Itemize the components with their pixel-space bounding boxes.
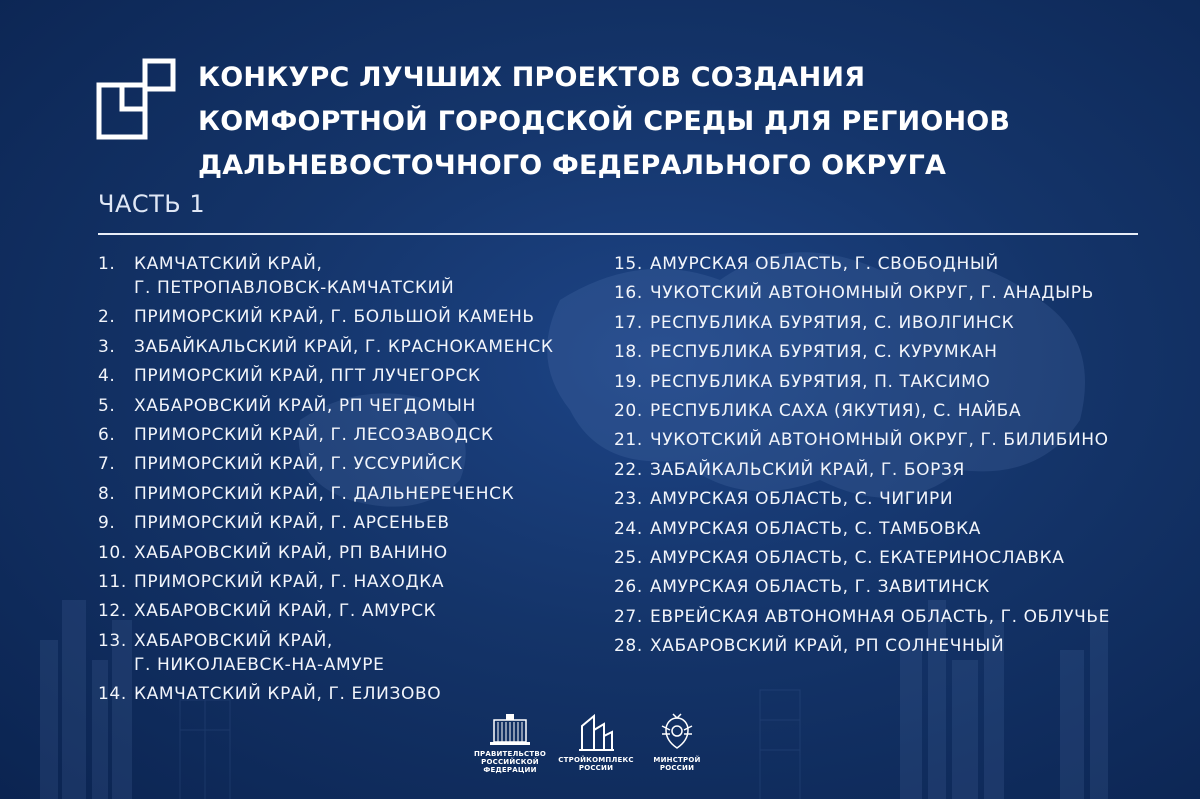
list-item <box>98 252 598 300</box>
list-item-line: ПРИМОРСКИЙ КРАЙ, ПГТ ЛУЧЕГОРСК <box>134 366 481 387</box>
caption-line: РОССИИ <box>578 764 614 772</box>
list-item-line: ПРИМОРСКИЙ КРАЙ, Г. ЛЕСОЗАВОДСК <box>134 424 494 445</box>
caption-line: СТРОЙКОМПЛЕКС <box>558 756 634 764</box>
list-item-text <box>650 546 1065 570</box>
list-item <box>614 517 1174 541</box>
list-item-line: АМУРСКАЯ ОБЛАСТЬ, Г. СВОБОДНЫЙ <box>650 254 999 274</box>
list-item-number: 2. <box>98 307 116 328</box>
minstroy-logo <box>642 712 712 772</box>
list-item-number: 12. <box>98 601 127 622</box>
list-item-number: 16. <box>614 283 643 304</box>
list-item-line: ХАБАРОВСКИЙ КРАЙ, РП ЧЕГДОМЫН <box>134 395 476 416</box>
list-item-text <box>134 570 444 594</box>
list-item-text <box>134 599 436 623</box>
caption-line: ФЕДЕРАЦИИ <box>483 766 537 774</box>
list-item-text <box>650 399 1021 423</box>
list-item-text <box>650 487 953 511</box>
list-item-text <box>650 575 990 599</box>
list-item-number: 7. <box>98 454 116 475</box>
list-item <box>614 311 1174 335</box>
list-item <box>98 541 598 565</box>
list-item-line: ПРИМОРСКИЙ КРАЙ, Г. ДАЛЬНЕРЕЧЕНСК <box>134 483 515 504</box>
minstroy-caption <box>642 756 712 772</box>
minstroy-emblem-icon <box>658 712 696 752</box>
stroykompleks-logo <box>556 712 636 772</box>
list-item-text <box>134 682 441 706</box>
list-item-line: АМУРСКАЯ ОБЛАСТЬ, С. ЧИГИРИ <box>650 489 954 510</box>
title-line: КОМФОРТНОЙ ГОРОДСКОЙ СРЕДЫ ДЛЯ РЕГИОНОВ <box>198 106 1011 137</box>
part-label: ЧАСТЬ 1 <box>98 190 206 218</box>
list-item-line: Г. НИКОЛАЕВСК-НА-АМУРЕ <box>134 654 385 675</box>
list-item <box>98 570 598 594</box>
caption-line: МИНСТРОЙ <box>653 756 701 764</box>
list-item-number: 14. <box>98 684 127 705</box>
list-item-number: 23. <box>614 489 643 510</box>
list-item <box>614 605 1174 629</box>
list-item-line: ЧУКОТСКИЙ АВТОНОМНЫЙ ОКРУГ, Г. БИЛИБИНО <box>650 430 1109 451</box>
list-item-number: 1. <box>98 254 116 274</box>
list-item-line: РЕСПУБЛИКА БУРЯТИЯ, С. КУРУМКАН <box>650 342 998 363</box>
list-item-number: 27. <box>614 606 643 627</box>
list-item <box>614 428 1174 452</box>
title-line: ДАЛЬНЕВОСТОЧНОГО ФЕДЕРАЛЬНОГО ОКРУГА <box>198 150 947 181</box>
list-item-line: ПРИМОРСКИЙ КРАЙ, Г. БОЛЬШОЙ КАМЕНЬ <box>134 307 535 328</box>
winners-list-right <box>614 252 1174 663</box>
list-item-line: ПРИМОРСКИЙ КРАЙ, Г. УССУРИЙСК <box>134 454 463 475</box>
list-item-line: РЕСПУБЛИКА САХА (ЯКУТИЯ), С. НАЙБА <box>650 400 1022 421</box>
list-item-number: 5. <box>98 395 116 416</box>
list-item-number: 15. <box>614 254 643 274</box>
header-divider <box>98 233 1138 235</box>
list-item-number: 22. <box>614 459 643 480</box>
list-item <box>614 340 1174 364</box>
page-title <box>198 56 1158 188</box>
list-item-text <box>134 629 384 677</box>
list-item-number: 19. <box>614 371 643 392</box>
footer-logos <box>470 712 730 792</box>
list-item-line: КАМЧАТСКИЙ КРАЙ, <box>134 254 323 274</box>
list-item-number: 3. <box>98 336 116 357</box>
list-item <box>614 487 1174 511</box>
government-building-icon <box>488 712 532 746</box>
list-item-text <box>650 340 998 364</box>
list-item-text <box>134 423 494 447</box>
list-item-text <box>650 370 990 394</box>
list-item-text <box>650 458 965 482</box>
list-item <box>98 511 598 535</box>
winners-list-left <box>98 252 598 711</box>
list-item <box>614 458 1174 482</box>
list-item <box>98 335 598 359</box>
list-item-text <box>134 511 450 535</box>
government-logo <box>470 712 550 774</box>
caption-line: ПРАВИТЕЛЬСТВО <box>473 750 547 758</box>
list-item-line: ЗАБАЙКАЛЬСКИЙ КРАЙ, Г. КРАСНОКАМЕНСК <box>134 336 554 357</box>
list-item-line: ХАБАРОВСКИЙ КРАЙ, РП ВАНИНО <box>134 542 448 563</box>
stroykompleks-caption <box>556 756 636 772</box>
list-item-text <box>134 452 463 476</box>
list-item-number: 28. <box>614 636 643 657</box>
list-item <box>614 370 1174 394</box>
list-item <box>98 364 598 388</box>
list-item-number: 21. <box>614 430 643 451</box>
list-item-number: 20. <box>614 400 643 421</box>
list-item <box>98 599 598 623</box>
list-item-text <box>650 634 1004 658</box>
list-item-text <box>134 364 481 388</box>
list-item <box>614 575 1174 599</box>
list-item-number: 10. <box>98 542 127 563</box>
list-item-line: ХАБАРОВСКИЙ КРАЙ, <box>134 630 333 651</box>
list-item-line: АМУРСКАЯ ОБЛАСТЬ, С. ТАМБОВКА <box>650 518 982 539</box>
list-item <box>98 452 598 476</box>
list-item-line: Г. ПЕТРОПАВЛОВСК-КАМЧАТСКИЙ <box>134 278 455 298</box>
list-item-line: ЕВРЕЙСКАЯ АВТОНОМНАЯ ОБЛАСТЬ, Г. ОБЛУЧЬЕ <box>650 606 1111 627</box>
list-item-number: 24. <box>614 518 643 539</box>
list-item-text <box>134 335 554 359</box>
list-item <box>98 482 598 506</box>
list-item-text <box>134 394 476 418</box>
list-item-text <box>650 517 981 541</box>
list-item <box>614 634 1174 658</box>
government-caption <box>470 750 550 774</box>
list-item <box>614 252 1174 276</box>
list-item-line: АМУРСКАЯ ОБЛАСТЬ, Г. ЗАВИТИНСК <box>650 577 990 598</box>
list-item <box>98 682 598 706</box>
list-item <box>98 305 598 329</box>
stroykompleks-building-icon <box>576 712 616 752</box>
list-item-line: ПРИМОРСКИЙ КРАЙ, Г. АРСЕНЬЕВ <box>134 513 450 534</box>
list-item-line: КАМЧАТСКИЙ КРАЙ, Г. ЕЛИЗОВО <box>134 684 442 705</box>
list-item-number: 9. <box>98 513 116 534</box>
list-item-text <box>134 482 514 506</box>
list-item <box>98 394 598 418</box>
list-item-number: 11. <box>98 571 127 592</box>
list-item-line: ЧУКОТСКИЙ АВТОНОМНЫЙ ОКРУГ, Г. АНАДЫРЬ <box>650 283 1094 304</box>
title-line: КОНКУРС ЛУЧШИХ ПРОЕКТОВ СОЗДАНИЯ <box>198 62 866 93</box>
list-item-line: ХАБАРОВСКИЙ КРАЙ, РП СОЛНЕЧНЫЙ <box>650 636 1005 657</box>
list-item-line: РЕСПУБЛИКА БУРЯТИЯ, П. ТАКСИМО <box>650 371 991 392</box>
list-item-number: 4. <box>98 366 116 387</box>
list-item-text <box>650 252 999 276</box>
list-item-number: 6. <box>98 424 116 445</box>
caption-line: РОССИЙСКОЙ <box>481 758 539 766</box>
list-item-line: ПРИМОРСКИЙ КРАЙ, Г. НАХОДКА <box>134 571 445 592</box>
list-item-line: РЕСПУБЛИКА БУРЯТИЯ, С. ИВОЛГИНСК <box>650 312 1015 333</box>
list-item-text <box>650 605 1110 629</box>
list-item-number: 26. <box>614 577 643 598</box>
caption-line: РОССИИ <box>659 764 695 772</box>
list-item-text <box>134 252 454 300</box>
overlapping-squares-icon <box>96 58 178 140</box>
list-item <box>98 423 598 447</box>
list-item-line: ЗАБАЙКАЛЬСКИЙ КРАЙ, Г. БОРЗЯ <box>650 459 965 480</box>
list-item-line: АМУРСКАЯ ОБЛАСТЬ, С. ЕКАТЕРИНОСЛАВКА <box>650 547 1065 568</box>
list-item-text <box>650 428 1109 452</box>
list-item-line: ХАБАРОВСКИЙ КРАЙ, Г. АМУРСК <box>134 601 437 622</box>
list-item-number: 17. <box>614 312 643 333</box>
list-item-number: 8. <box>98 483 116 504</box>
list-item-text <box>650 311 1014 335</box>
list-item <box>614 546 1174 570</box>
list-item <box>614 281 1174 305</box>
list-item <box>614 399 1174 423</box>
list-item <box>98 629 598 677</box>
list-item-text <box>134 305 535 329</box>
list-item-number: 25. <box>614 547 643 568</box>
list-item-text <box>134 541 448 565</box>
list-item-number: 13. <box>98 630 127 651</box>
list-item-number: 18. <box>614 342 643 363</box>
list-item-text <box>650 281 1094 305</box>
